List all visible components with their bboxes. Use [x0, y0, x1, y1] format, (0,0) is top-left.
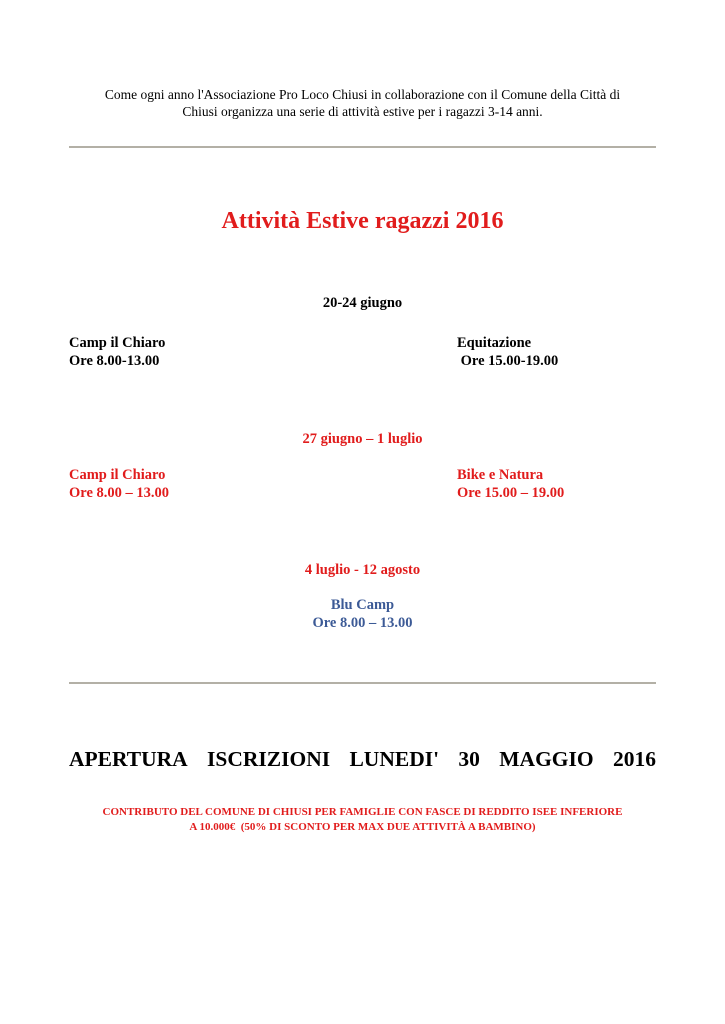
contribution-note	[60, 805, 665, 835]
headline-word: ISCRIZIONI	[207, 747, 331, 771]
headline-word: 30	[458, 747, 480, 771]
period-1-right-activity	[457, 334, 558, 370]
activity-name: Blu Camp	[330, 597, 395, 613]
headline-word: APERTURA	[69, 747, 188, 771]
activity-name: Camp il Chiaro	[69, 335, 166, 351]
activity-hours: Ore 8.00-13.00	[69, 353, 160, 369]
note-line-2: A 10.000€ (50% DI SCONTO PER MAX DUE ATTIVITÀ A BAMBINO)	[189, 821, 536, 833]
intro-line-2: Chiusi organizza una serie di attività estive per i ragazzi 3-14 anni.	[182, 104, 543, 119]
top-divider	[69, 146, 656, 148]
period-1-left-activity	[69, 334, 165, 370]
period-2-left-activity	[69, 466, 169, 502]
activity-hours: Ore 15.00 – 19.00	[457, 485, 565, 501]
activity-hours: Ore 8.00 – 13.00	[69, 485, 170, 501]
bottom-divider	[69, 682, 656, 684]
activity-name: Camp il Chiaro	[69, 467, 166, 483]
intro-line-1: Come ogni anno l'Associazione Pro Loco Chiusi in collaborazione con il Comune della Città di	[104, 87, 621, 102]
activity-name: Bike e Natura	[457, 467, 544, 483]
period-3-dates: 4 luglio - 12 agosto	[304, 562, 421, 578]
period-2-dates: 27 giugno – 1 luglio	[302, 431, 423, 447]
headline-word: MAGGIO	[499, 747, 594, 771]
page-title: Attività Estive ragazzi 2016	[221, 208, 504, 234]
period-2-right-activity	[457, 466, 564, 502]
period-3-center-activity	[0, 596, 725, 632]
period-1-dates: 20-24 giugno	[322, 295, 403, 311]
headline-word: LUNEDI'	[349, 747, 440, 771]
registration-headline	[69, 747, 656, 772]
headline-word: 2016	[612, 747, 656, 771]
intro-text	[70, 86, 655, 120]
activity-hours: Ore 8.00 – 13.00	[312, 615, 413, 631]
activity-hours: Ore 15.00-19.00	[457, 353, 559, 369]
note-line-1: CONTRIBUTO DEL COMUNE DI CHIUSI PER FAMIGLIE CON FASCE DI REDDITO ISEE INFERIORE	[102, 806, 623, 818]
activity-name: Equitazione	[457, 335, 532, 351]
